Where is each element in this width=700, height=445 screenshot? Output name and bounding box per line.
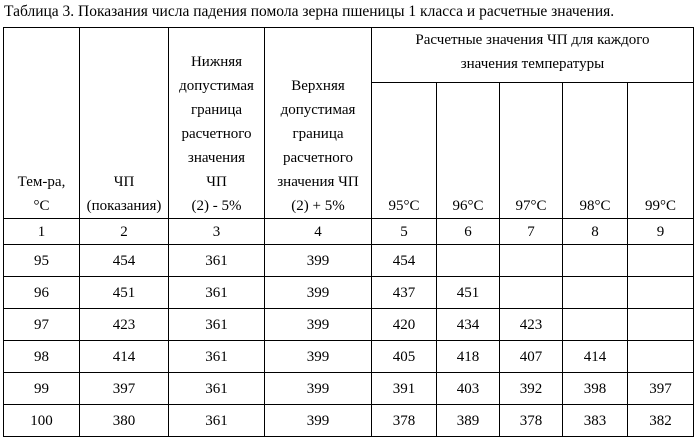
header-lower-limit <box>169 28 265 219</box>
header-lower-line: расчетного <box>181 126 252 142</box>
table-cell <box>628 341 694 373</box>
header-lower-line: Нижняя <box>190 54 243 70</box>
table-cell: 399 <box>265 245 372 277</box>
table-cell: 398 <box>563 373 628 405</box>
header-calc-line: значения температуры <box>460 56 605 72</box>
header-lower-line: допустимая <box>179 78 254 94</box>
table-row <box>4 245 694 277</box>
header-lower-line: граница <box>190 102 243 118</box>
table-cell: 399 <box>265 405 372 437</box>
table-cell: 391 <box>372 373 437 405</box>
table-cell: 378 <box>372 405 437 437</box>
table-cell: 98 <box>4 341 80 373</box>
table-cell: 95 <box>4 245 80 277</box>
table-cell: 454 <box>372 245 437 277</box>
table-cell: 437 <box>372 277 437 309</box>
header-temp-line: °С <box>33 198 50 214</box>
column-number-row <box>4 219 694 245</box>
header-upper-line: расчетного <box>282 150 354 166</box>
table-cell: 405 <box>372 341 437 373</box>
header-calc-temp: 99°С <box>628 83 694 219</box>
table-cell: 96 <box>4 277 80 309</box>
header-fn-line: (показания) <box>86 198 162 214</box>
table-cell: 380 <box>80 405 169 437</box>
table-cell: 451 <box>437 277 500 309</box>
header-upper-line: граница <box>292 126 344 142</box>
header-fn-line: ЧП <box>113 174 135 190</box>
table-cell: 399 <box>265 373 372 405</box>
table-cell: 451 <box>80 277 169 309</box>
table-cell: 361 <box>169 341 265 373</box>
table-cell: 378 <box>500 405 563 437</box>
header-fn <box>80 28 169 219</box>
table-cell: 99 <box>4 373 80 405</box>
header-upper-limit <box>265 28 372 219</box>
table-cell: 392 <box>500 373 563 405</box>
table-cell: 403 <box>437 373 500 405</box>
table-cell: 418 <box>437 341 500 373</box>
header-row-top <box>4 28 694 83</box>
table-cell <box>628 309 694 341</box>
column-number: 2 <box>80 219 169 245</box>
header-upper-line: (2) + 5% <box>291 198 345 214</box>
table-cell: 361 <box>169 309 265 341</box>
table-cell: 389 <box>437 405 500 437</box>
header-temp <box>4 28 80 219</box>
table-cell: 361 <box>169 277 265 309</box>
column-number: 4 <box>265 219 372 245</box>
header-upper-line: Верхняя <box>291 78 345 94</box>
header-calc-group <box>372 28 694 83</box>
table-cell: 423 <box>80 309 169 341</box>
column-number: 3 <box>169 219 265 245</box>
header-calc-temp: 97°С <box>500 83 563 219</box>
table-cell <box>563 245 628 277</box>
column-number: 9 <box>628 219 694 245</box>
table-row <box>4 373 694 405</box>
table-row <box>4 309 694 341</box>
table-cell: 434 <box>437 309 500 341</box>
header-lower-line: значения <box>187 150 246 166</box>
table-cell: 397 <box>628 373 694 405</box>
table-cell: 407 <box>500 341 563 373</box>
column-number: 6 <box>437 219 500 245</box>
header-lower-line: ЧП <box>206 174 227 190</box>
table-cell: 361 <box>169 373 265 405</box>
table-cell: 420 <box>372 309 437 341</box>
table-cell: 383 <box>563 405 628 437</box>
table-cell <box>500 277 563 309</box>
header-calc-temp: 96°С <box>437 83 500 219</box>
table-cell: 399 <box>265 309 372 341</box>
table-cell: 454 <box>80 245 169 277</box>
header-calc-temp: 98°С <box>563 83 628 219</box>
table-row <box>4 405 694 437</box>
table-cell <box>563 277 628 309</box>
table-cell <box>628 277 694 309</box>
header-lower-line: (2) - 5% <box>191 198 242 214</box>
column-number: 5 <box>372 219 437 245</box>
column-number: 8 <box>563 219 628 245</box>
table-cell <box>563 309 628 341</box>
column-number: 7 <box>500 219 563 245</box>
header-upper-line: значения ЧП <box>277 174 359 190</box>
table-cell <box>437 245 500 277</box>
table-caption: Таблица 3. Показания числа падения помола зерна пшеницы 1 класса и расчетные значения. <box>4 3 615 20</box>
header-temp-line: Тем-ра, <box>17 174 66 190</box>
table-cell: 399 <box>265 277 372 309</box>
table-cell: 97 <box>4 309 80 341</box>
table-cell: 397 <box>80 373 169 405</box>
table-cell: 361 <box>169 245 265 277</box>
table-cell: 100 <box>4 405 80 437</box>
table-cell: 382 <box>628 405 694 437</box>
column-number: 1 <box>4 219 80 245</box>
header-upper-line: допустимая <box>280 102 356 118</box>
table-cell: 423 <box>500 309 563 341</box>
header-calc-temp: 95°С <box>372 83 437 219</box>
table-cell: 399 <box>265 341 372 373</box>
data-table <box>3 27 694 437</box>
table-cell: 361 <box>169 405 265 437</box>
table-row <box>4 277 694 309</box>
header-calc-line: Расчетные значения ЧП для каждого <box>415 32 650 48</box>
table-cell: 414 <box>80 341 169 373</box>
table-row <box>4 341 694 373</box>
table-cell: 414 <box>563 341 628 373</box>
table-cell <box>500 245 563 277</box>
table-cell <box>628 245 694 277</box>
